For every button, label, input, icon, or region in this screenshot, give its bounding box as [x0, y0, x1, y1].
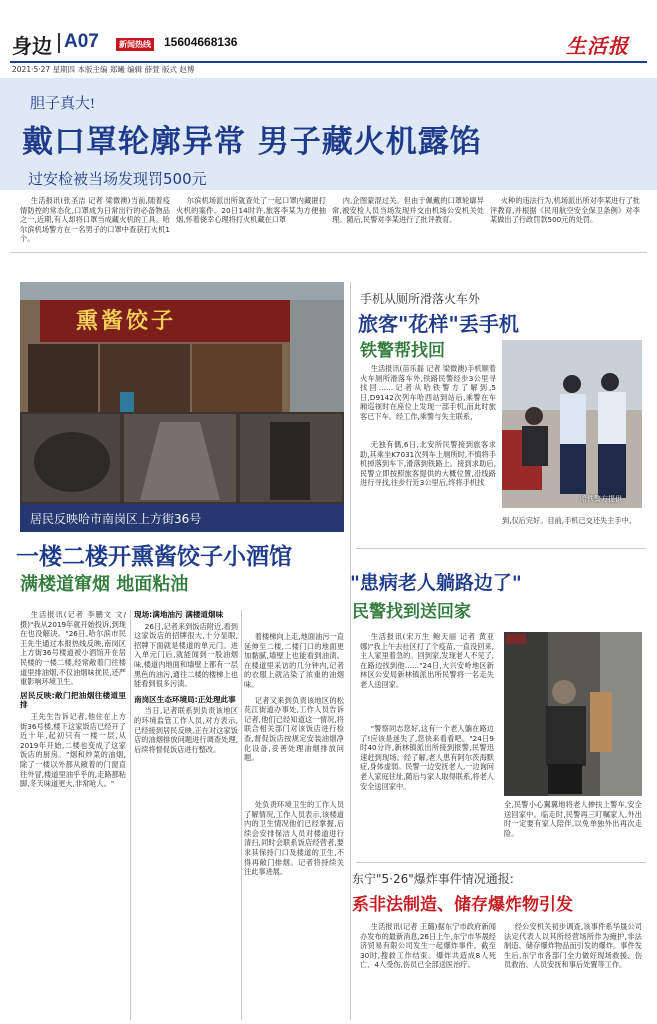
main-col1-subhead: 居民反映:敞门把油烟往楼道里排 — [20, 690, 126, 710]
police-photo-credit: 哈铁警方提供 — [580, 495, 622, 503]
explosion-body-2: 经公安机关初步调查,该事件系华晟公司法定代表人以其所经营场所作为掩护,非法制造、储存爆炸物品而引发的爆炸。事件发生后,东宁市各部门全力做好现场救援、伤员救治、人员安抚和事后处置等工作。 — [504, 922, 642, 970]
phone-subhead: 铁警帮找回 — [360, 341, 445, 361]
main-subhead: 满楼道窜烟 地面粘油 — [20, 574, 189, 595]
section-name: 身边 — [12, 36, 52, 58]
elderly-tail: 全,民警小心翼翼地将老人掺扶上警车,安全送回家中。临走时,民警再三叮嘱家人,外出时一定要有家人陪伴,以免单独外出再次走险。 — [504, 800, 642, 838]
main-col-4: 处负责环境卫生的工作人员了解情况,工作人员表示,该楼道内的卫生情况他们已经掌握,后续会安排保洁人员对楼道进行清扫,同时会联系饭店经营者,要求其保持门口及楼道的卫生,不得再敞门排烟。记者将持续关注此事进展。 — [244, 800, 344, 877]
explosion-kicker: 东宁"5·26"爆炸事件情况通报: — [352, 872, 514, 886]
main-col2-subhead: 南岗区生态环境局:正处理此事 — [134, 694, 236, 704]
explosion-body-1: 生活报讯(记者 王璐)据东宁市政府新闻办发布的最新消息,26日上午,东宁市华晟经济贸易有限公司发生一起爆炸事件。截至30时,搜救工作结束。爆炸共造成8人死亡、4人受伤,伤员已全部送医治疗。 — [360, 922, 496, 970]
lead-col-1: 生活报讯(张圣洁 记者 梁微澳)当前,随着疫情防控的常态化,口罩成为日常出行的必备物品之一,近期,有人却将口罩当成藏火机的工具。哈尔滨机场警方在一名男子的口罩中查获打火机1个。 — [20, 196, 170, 244]
dateline: 2021·5·27 星期四 本版主编 郑曦 编辑 薛萱 版式 赵博 — [12, 65, 195, 74]
page-number: A07 — [64, 31, 99, 52]
elderly-photo — [504, 632, 642, 796]
page-divider — [58, 33, 60, 53]
restaurant-scene — [20, 282, 344, 532]
lead-kicker: 胆子真大! — [30, 96, 95, 112]
phone-body-1: 生活报讯(苗乐磊 记者 梁微澳)手机顺着火车厕所滑落车外,铁路民警经步3公里寻找回……记者从哈铁警方了解到,5日,D9142次列车哈西站到站后,乘警在车厢巡视时在座位上发现一部手机,而此时旅客已下车。经工作,乘警与失主联系, — [360, 364, 496, 421]
phone-tail: 到,仅后完好。目前,手机已交还失主手中。 — [502, 516, 636, 525]
page-header — [0, 0, 657, 74]
phone-body-2: 无独有偶,6日,北安所民警接到旅客求助,其乘坐K7031次列车上厕所时,不慎将手机掉落到车下,滑落到铁路上。接到求助后,民警立即按照旅客提供的大概位置,沿线路进行寻找,往步行近3公里后,终将手机找 — [360, 440, 496, 488]
lead-col-4: 火种的违法行为,机场派出所对李某进行了批评教育,并根据《民用航空安全保卫条例》对李某做出了行政罚款500元的处罚。 — [490, 196, 640, 225]
restaurant-photo — [20, 282, 344, 532]
lead-col-3: 内,企图蒙混过关。但由于佩戴的口罩轮廓异常,被安检人员当场发现并交由机场公安机关处理。随后,民警对李某进行了批评教育。 — [332, 196, 484, 225]
main-col2-title: 现场:满地油污 满楼道烟味 — [134, 610, 224, 619]
main-col-3: 着楼梯向上走,地面油污一直延伸至二楼,二楼门口的地面更加黏腻,墙壁上也能看到油渍。在楼道里采访的几分钟内,记者的衣服上就沾染了浓重的油烟味。 记者又来到负责该地区的松花江街道办事处,工作人员告诉记者,他们已经知道这一情况,将联合相关部门对该饭店进行检查,督促饭店按规定安装油烟净化设备,妥善处理油烟排放问题。 — [244, 632, 344, 763]
elderly-body-1: 生活报讯(宋万生 鲍天丽 记者 黄亚娜)"我上午去社区打了个疫苗,一直没回来,主人家里着急的。回到家,发现老人不见了,在路边找到他……"24日,大兴安岭地区新林区公安局新林镇派出所民警将一名走失老人送回家。 — [360, 632, 494, 689]
elderly-subhead: 民警找到送回家 — [352, 602, 471, 622]
header-rule — [10, 61, 647, 63]
paper-logo: 生活报 — [566, 36, 629, 58]
police-scene — [502, 340, 642, 508]
hotline-label: 新闻热线 — [116, 38, 154, 51]
lead-headline: 戴口罩轮廓异常 男子藏火机露馅 — [22, 124, 482, 160]
elderly-headline: "患病老人躺路边了" — [350, 572, 522, 594]
lead-subhead: 过安检被当场发现罚500元 — [28, 170, 207, 188]
divider — [10, 252, 647, 253]
phone-headline: 旅客"花样"丢手机 — [358, 312, 519, 336]
photo-caption: 居民反映哈市南岗区上方街36号 — [30, 512, 202, 526]
elderly-scene — [504, 632, 642, 796]
main-col-1: 生活报讯(记者 李鹏文 文/摄)"我从2019年就开始投诉,到现在也没解决。"26日,哈尔滨市民王先生通过本报热线反映,南岗区上方街36号楼道被小酒馆开在居民楼的一楼二楼,经常敞着门往楼道里排油烟,不仅油烟味扰民,还严重影响环境卫生。 居民反映:敞门把油烟往楼道里排 王先生告诉记者,他住在上方街36号楼,楼下这家饭店已经开了近十年,起初只有一楼一层,从2019年开始,二楼也变成了这家饭店的厨房。"烟和炒菜的油烟,除了一楼以外都从敞着的门窗直往外冒,楼道里油乎乎的,走路都粘脚,冬天味道更大,非常呛人。" — [20, 610, 126, 789]
hotline-number: 15604668136 — [164, 35, 238, 49]
divider — [356, 548, 646, 549]
divider — [356, 862, 646, 863]
section-rule — [350, 282, 351, 1020]
elderly-body-2: "警察同志您好,这有一个老人躺在路边了!应该是迷失了,您快来看看吧。"24日9时40分许,新林镇派出所接到报警,民警迅速赶到现场。经了解,老人患有阿尔茨海默症,身体虚弱。民警一边安抚老人,一边询问老人家庭住址,随后与家人取得联系,将老人安全送回家中。 — [360, 724, 494, 791]
phone-kicker: 手机从厕所滑落火车外 — [360, 292, 481, 306]
main-col-2: 现场:满地油污 满楼道烟味 26日,记者来到饭店附近,看到这家饭店的招牌很大,十分显眼,招牌下面就是楼道的单元门。进入单元门后,就能闻到一股油烟味,楼道内地面和墙壁上都有一层黑色的油污,通往二楼的楼梯上也能看到很多污渍。 南岗区生态环境局:正处理此事 当日,记者联系到负责该地区的环境监管工作人员,对方表示,已经接到居民反映,正在对这家饭店的油烟排放问题进行调查处理,后续将督促饭店进行整改。 — [134, 610, 238, 754]
restaurant-sign-text: 熏酱饺子 — [76, 309, 177, 334]
col-rule — [130, 610, 131, 1020]
lead-col-2: 尔滨机场派出所就查处了一起口罩内藏匿打火机的案件。20日14时许,旅客李某为方便抽烟,怀着侥幸心理将打火机藏在口罩 — [176, 196, 326, 225]
police-photo — [502, 340, 642, 508]
col-rule — [241, 610, 242, 1020]
main-headline: 一楼二楼开熏酱饺子小酒馆 — [16, 544, 292, 570]
explosion-headline: 系非法制造、储存爆炸物引发 — [352, 895, 573, 915]
